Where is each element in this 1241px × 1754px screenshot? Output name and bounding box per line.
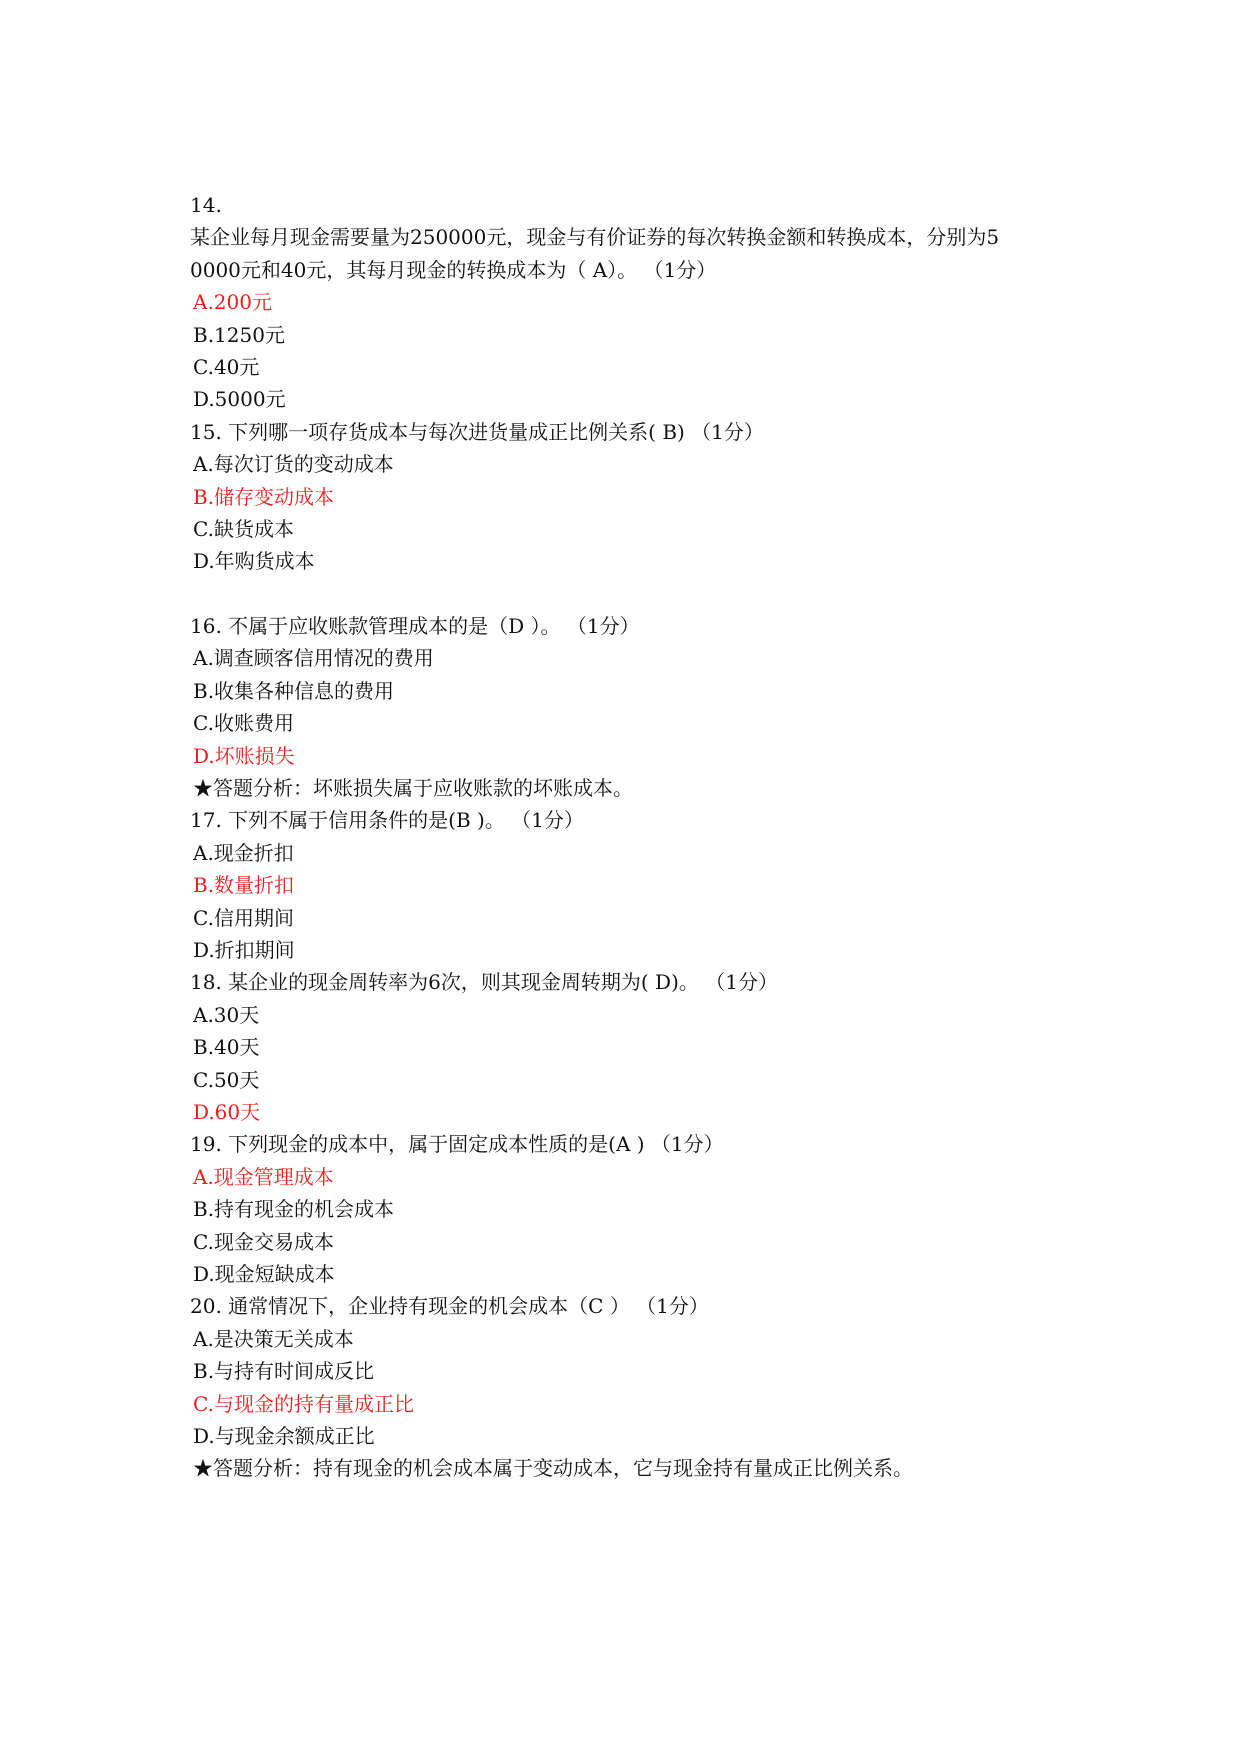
question-block	[190, 610, 1060, 804]
answer-option: D.折扣期间	[193, 937, 295, 962]
question-stem-line: 14.	[190, 193, 222, 217]
question-block	[190, 1290, 1060, 1484]
answer-option-correct: B.数量折扣	[193, 873, 295, 898]
question-stem-line: 18. 某企业的现金周转率为6次，则其现金周转期为( D)。 （1分）	[190, 970, 778, 995]
question-block	[190, 966, 1060, 1128]
answer-option: A.调查顾客信用情况的费用	[193, 646, 434, 671]
answer-option: A.30天	[193, 1002, 260, 1027]
answer-option-correct: D.60天	[193, 1099, 261, 1124]
answer-option: B.40天	[193, 1035, 260, 1060]
question-stem-line: 某企业每月现金需要量为250000元，现金与有价证券的每次转换金额和转换成本，分别为5	[190, 225, 1000, 250]
question-stem-line: 19. 下列现金的成本中，属于固定成本性质的是(A ) （1分）	[190, 1132, 724, 1157]
answer-option: C.50天	[193, 1067, 260, 1092]
question-stem-line: 0000元和40元，其每月现金的转换成本为（ A）。 （1分）	[190, 257, 717, 282]
answer-analysis: ★答题分析：持有现金的机会成本属于变动成本，它与现金持有量成正比例关系。	[193, 1456, 913, 1481]
answer-option: C.现金交易成本	[193, 1229, 334, 1254]
answer-option: A.每次订货的变动成本	[193, 452, 394, 477]
blank-line	[190, 578, 1060, 610]
answer-option: C.缺货成本	[193, 517, 294, 542]
answer-option-correct: A.200元	[193, 290, 272, 315]
question-block	[190, 189, 1060, 416]
question-stem-line: 15. 下列哪一项存货成本与每次进货量成正比例关系( B) （1分）	[190, 419, 764, 444]
answer-option: C.信用期间	[193, 905, 294, 930]
question-stem-line: 20. 通常情况下，企业持有现金的机会成本（C ） （1分）	[190, 1294, 709, 1319]
answer-option-correct: B.储存变动成本	[193, 484, 335, 509]
answer-option: D.与现金余额成正比	[193, 1424, 375, 1449]
question-stem-line: 17. 下列不属于信用条件的是(B )。 （1分）	[190, 808, 584, 833]
question-stem-line: 16. 不属于应收账款管理成本的是（D ）。 （1分）	[190, 613, 640, 638]
answer-option: B.与持有时间成反比	[193, 1359, 375, 1384]
question-block	[190, 804, 1060, 966]
answer-option: D.5000元	[193, 387, 286, 412]
document-body	[190, 189, 1060, 1485]
answer-option: D.现金短缺成本	[193, 1262, 335, 1286]
answer-option: B.收集各种信息的费用	[193, 678, 395, 703]
answer-option-correct: A.现金管理成本	[193, 1164, 334, 1189]
question-block	[190, 416, 1060, 610]
answer-option: C.40元	[193, 355, 260, 380]
answer-option: D.年购货成本	[193, 549, 315, 574]
answer-option: A.是决策无关成本	[193, 1326, 354, 1351]
answer-option-correct: D.坏账损失	[193, 743, 295, 768]
answer-analysis: ★答题分析：坏账损失属于应收账款的坏账成本。	[193, 775, 633, 800]
answer-option-correct: C.与现金的持有量成正比	[193, 1391, 414, 1416]
question-block	[190, 1128, 1060, 1290]
answer-option: B.1250元	[193, 322, 285, 347]
answer-option: C.收账费用	[193, 711, 294, 736]
answer-option: B.持有现金的机会成本	[193, 1197, 395, 1222]
answer-option: A.现金折扣	[193, 840, 294, 865]
